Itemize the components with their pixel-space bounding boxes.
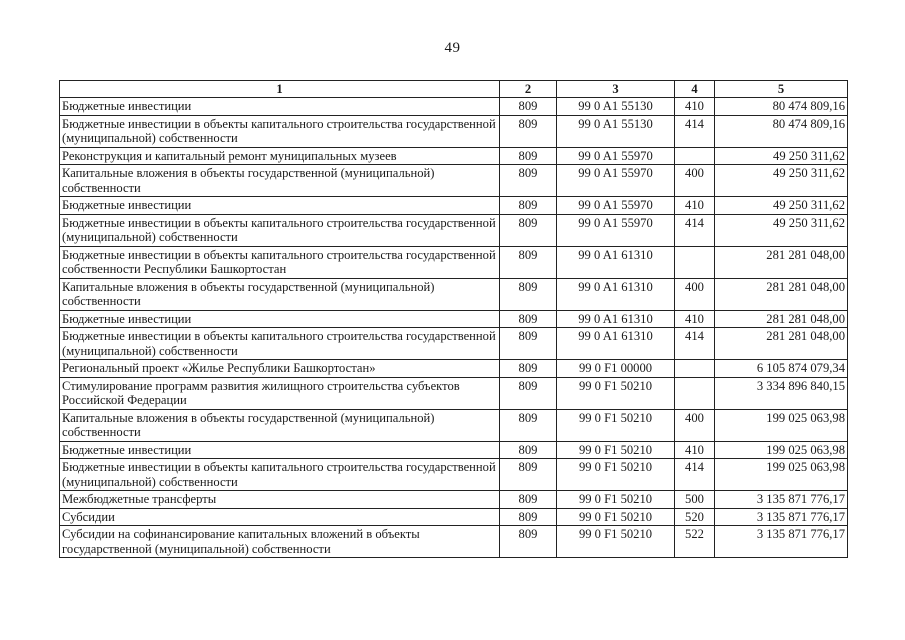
row-amount: 3 135 871 776,17 bbox=[715, 491, 848, 509]
row-amount: 3 135 871 776,17 bbox=[715, 526, 848, 558]
row-grbs-code: 809 bbox=[500, 360, 557, 378]
row-grbs-code: 809 bbox=[500, 214, 557, 246]
row-target-article: 99 0 A1 55970 bbox=[557, 147, 675, 165]
table-row bbox=[60, 508, 848, 526]
row-name: Бюджетные инвестиции bbox=[60, 98, 500, 116]
table-row bbox=[60, 441, 848, 459]
row-grbs-code: 809 bbox=[500, 115, 557, 147]
row-name: Реконструкция и капитальный ремонт муниципальных музеев bbox=[60, 147, 500, 165]
row-target-article: 99 0 F1 50210 bbox=[557, 409, 675, 441]
row-expense-type bbox=[675, 360, 715, 378]
table-row bbox=[60, 98, 848, 116]
row-grbs-code: 809 bbox=[500, 197, 557, 215]
row-target-article: 99 0 F1 50210 bbox=[557, 526, 675, 558]
table-row bbox=[60, 197, 848, 215]
row-expense-type: 414 bbox=[675, 459, 715, 491]
row-expense-type: 400 bbox=[675, 409, 715, 441]
row-name: Бюджетные инвестиции в объекты капитального строительства государственной (муниципальной) собственности bbox=[60, 328, 500, 360]
row-name: Бюджетные инвестиции в объекты капитального строительства государственной собственности Республики Башкортостан bbox=[60, 246, 500, 278]
row-name: Субсидии bbox=[60, 508, 500, 526]
table-row bbox=[60, 459, 848, 491]
row-name: Межбюджетные трансферты bbox=[60, 491, 500, 509]
row-amount: 49 250 311,62 bbox=[715, 197, 848, 215]
row-amount: 199 025 063,98 bbox=[715, 459, 848, 491]
row-target-article: 99 0 F1 50210 bbox=[557, 441, 675, 459]
row-grbs-code: 809 bbox=[500, 526, 557, 558]
row-amount: 49 250 311,62 bbox=[715, 165, 848, 197]
row-name: Бюджетные инвестиции bbox=[60, 310, 500, 328]
row-target-article: 99 0 F1 50210 bbox=[557, 508, 675, 526]
row-amount: 281 281 048,00 bbox=[715, 310, 848, 328]
row-expense-type: 414 bbox=[675, 328, 715, 360]
row-expense-type: 520 bbox=[675, 508, 715, 526]
table-header-row bbox=[60, 81, 848, 98]
row-grbs-code: 809 bbox=[500, 459, 557, 491]
row-expense-type: 410 bbox=[675, 197, 715, 215]
row-amount: 49 250 311,62 bbox=[715, 147, 848, 165]
row-name: Капитальные вложения в объекты государственной (муниципальной) собственности bbox=[60, 278, 500, 310]
row-grbs-code: 809 bbox=[500, 98, 557, 116]
row-target-article: 99 0 A1 61310 bbox=[557, 246, 675, 278]
table-row bbox=[60, 147, 848, 165]
row-expense-type bbox=[675, 377, 715, 409]
row-grbs-code: 809 bbox=[500, 310, 557, 328]
row-grbs-code: 809 bbox=[500, 147, 557, 165]
row-grbs-code: 809 bbox=[500, 377, 557, 409]
row-amount: 281 281 048,00 bbox=[715, 328, 848, 360]
row-name: Субсидии на софинансирование капитальных вложений в объекты государственной (муниципальной) собственности bbox=[60, 526, 500, 558]
row-amount: 6 105 874 079,34 bbox=[715, 360, 848, 378]
row-name: Бюджетные инвестиции в объекты капитального строительства государственной (муниципальной) собственности bbox=[60, 459, 500, 491]
row-target-article: 99 0 A1 55970 bbox=[557, 214, 675, 246]
budget-table bbox=[59, 80, 848, 558]
row-name: Бюджетные инвестиции bbox=[60, 441, 500, 459]
column-header-grbs: 2 bbox=[500, 81, 557, 98]
column-header-name: 1 bbox=[60, 81, 500, 98]
row-expense-type bbox=[675, 147, 715, 165]
row-target-article: 99 0 A1 61310 bbox=[557, 328, 675, 360]
row-target-article: 99 0 A1 61310 bbox=[557, 278, 675, 310]
row-expense-type: 500 bbox=[675, 491, 715, 509]
row-grbs-code: 809 bbox=[500, 278, 557, 310]
table-row bbox=[60, 115, 848, 147]
column-header-csr: 3 bbox=[557, 81, 675, 98]
row-expense-type: 400 bbox=[675, 165, 715, 197]
row-grbs-code: 809 bbox=[500, 409, 557, 441]
table-row bbox=[60, 491, 848, 509]
table-row bbox=[60, 360, 848, 378]
row-target-article: 99 0 F1 00000 bbox=[557, 360, 675, 378]
row-amount: 199 025 063,98 bbox=[715, 441, 848, 459]
page-number: 49 bbox=[444, 40, 461, 56]
row-grbs-code: 809 bbox=[500, 441, 557, 459]
row-target-article: 99 0 F1 50210 bbox=[557, 459, 675, 491]
row-expense-type: 522 bbox=[675, 526, 715, 558]
row-amount: 3 334 896 840,15 bbox=[715, 377, 848, 409]
column-header-vr: 4 bbox=[675, 81, 715, 98]
row-target-article: 99 0 A1 61310 bbox=[557, 310, 675, 328]
row-target-article: 99 0 F1 50210 bbox=[557, 377, 675, 409]
table-row bbox=[60, 377, 848, 409]
row-amount: 49 250 311,62 bbox=[715, 214, 848, 246]
row-name: Стимулирование программ развития жилищного строительства субъектов Российской Федерации bbox=[60, 377, 500, 409]
row-expense-type: 400 bbox=[675, 278, 715, 310]
row-expense-type: 414 bbox=[675, 214, 715, 246]
row-amount: 80 474 809,16 bbox=[715, 115, 848, 147]
row-name: Региональный проект «Жилье Республики Башкортостан» bbox=[60, 360, 500, 378]
table-row bbox=[60, 328, 848, 360]
table-row bbox=[60, 165, 848, 197]
row-name: Капитальные вложения в объекты государственной (муниципальной) собственности bbox=[60, 409, 500, 441]
row-grbs-code: 809 bbox=[500, 246, 557, 278]
row-name: Бюджетные инвестиции в объекты капитального строительства государственной (муниципальной) собственности bbox=[60, 214, 500, 246]
row-amount: 3 135 871 776,17 bbox=[715, 508, 848, 526]
table-row bbox=[60, 526, 848, 558]
row-expense-type: 410 bbox=[675, 441, 715, 459]
row-target-article: 99 0 A1 55130 bbox=[557, 115, 675, 147]
row-target-article: 99 0 A1 55970 bbox=[557, 165, 675, 197]
row-target-article: 99 0 A1 55970 bbox=[557, 197, 675, 215]
row-amount: 80 474 809,16 bbox=[715, 98, 848, 116]
row-grbs-code: 809 bbox=[500, 165, 557, 197]
table-row bbox=[60, 278, 848, 310]
row-expense-type: 414 bbox=[675, 115, 715, 147]
table-body bbox=[60, 98, 848, 558]
row-amount: 281 281 048,00 bbox=[715, 278, 848, 310]
column-header-sum: 5 bbox=[715, 81, 848, 98]
row-target-article: 99 0 F1 50210 bbox=[557, 491, 675, 509]
row-expense-type: 410 bbox=[675, 310, 715, 328]
row-amount: 199 025 063,98 bbox=[715, 409, 848, 441]
row-grbs-code: 809 bbox=[500, 508, 557, 526]
row-name: Бюджетные инвестиции в объекты капитального строительства государственной (муниципальной) собственности bbox=[60, 115, 500, 147]
row-amount: 281 281 048,00 bbox=[715, 246, 848, 278]
row-name: Капитальные вложения в объекты государственной (муниципальной) собственности bbox=[60, 165, 500, 197]
table-row bbox=[60, 409, 848, 441]
row-grbs-code: 809 bbox=[500, 328, 557, 360]
row-expense-type bbox=[675, 246, 715, 278]
table-row bbox=[60, 310, 848, 328]
row-expense-type: 410 bbox=[675, 98, 715, 116]
row-grbs-code: 809 bbox=[500, 491, 557, 509]
table-row bbox=[60, 246, 848, 278]
row-name: Бюджетные инвестиции bbox=[60, 197, 500, 215]
table-row bbox=[60, 214, 848, 246]
row-target-article: 99 0 A1 55130 bbox=[557, 98, 675, 116]
